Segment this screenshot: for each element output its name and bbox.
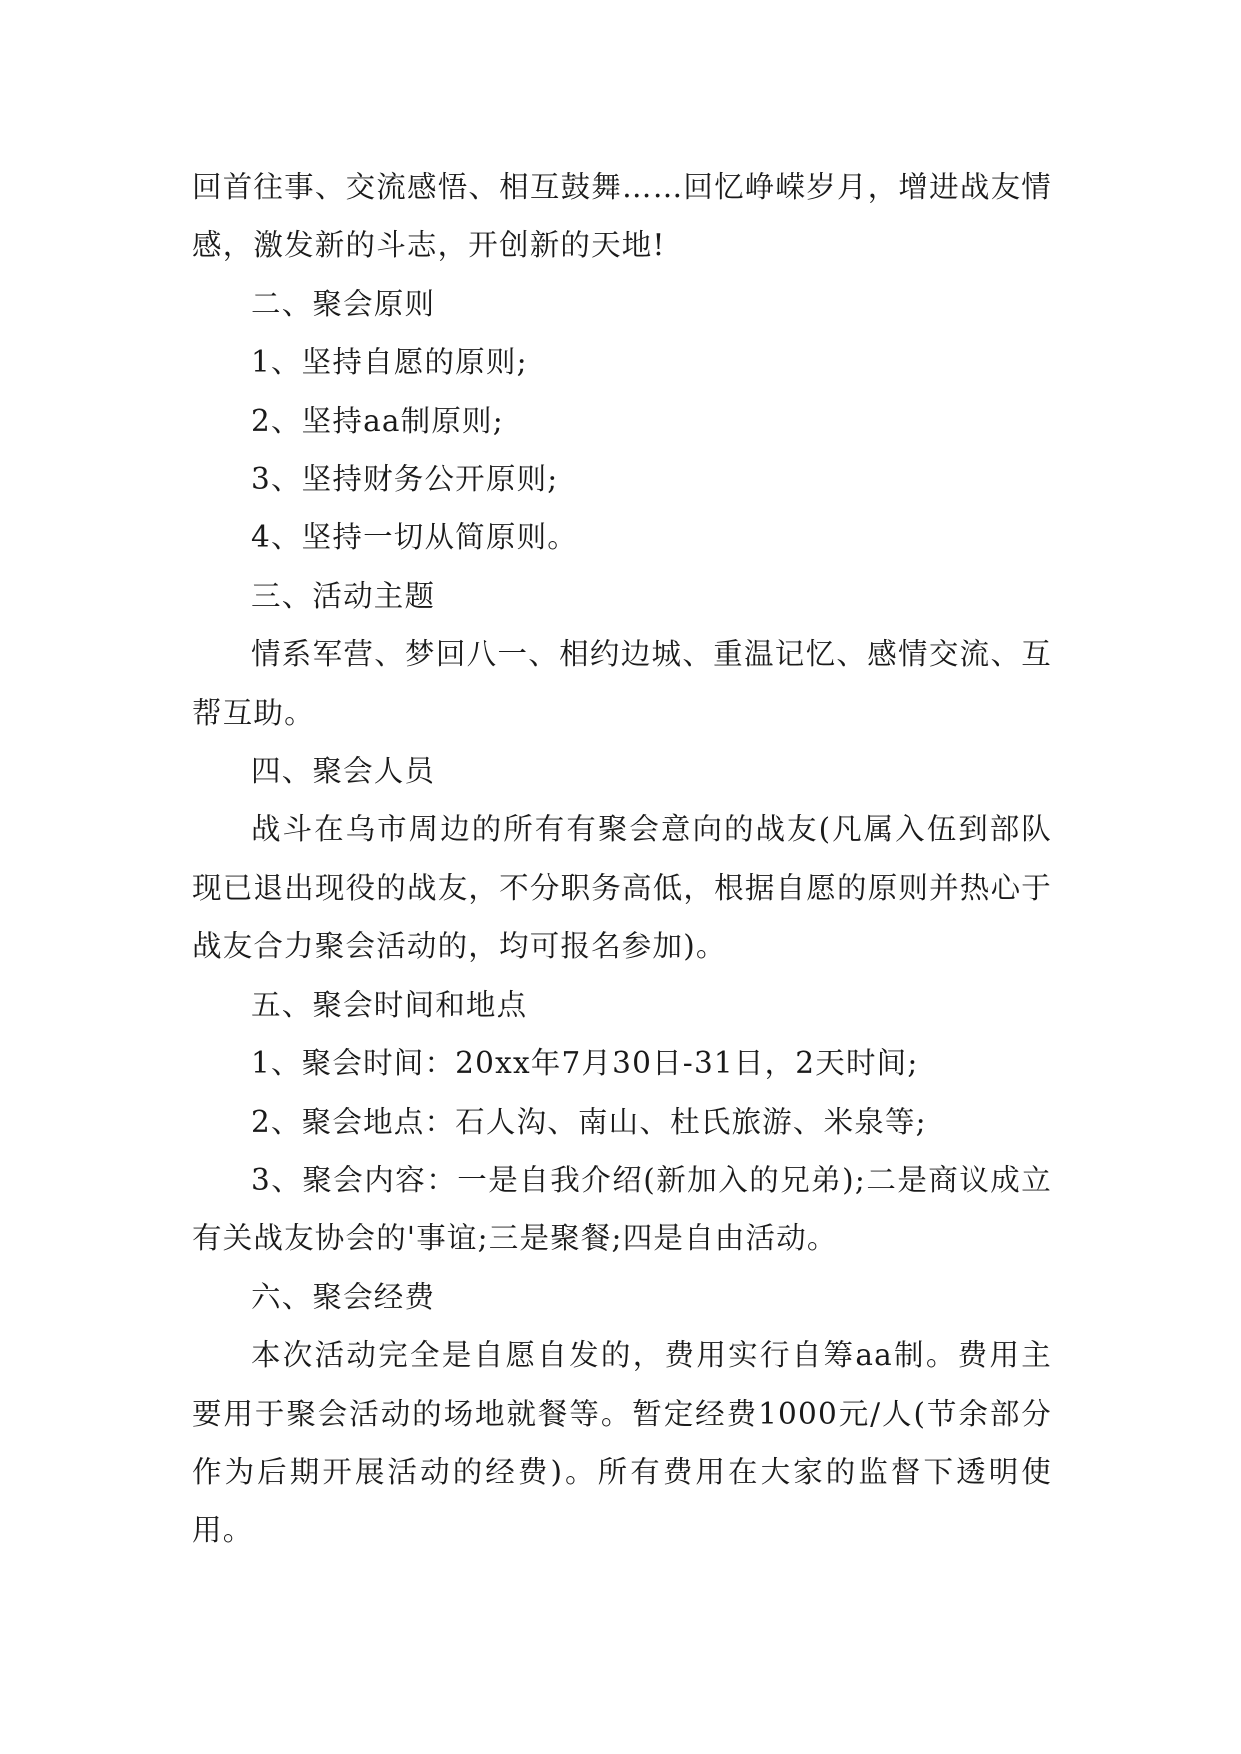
- attendees-paragraph: 战斗在乌市周边的所有有聚会意向的战友(凡属入伍到部队现已退出现役的战友，不分职务高低，根据自愿的原则并热心于战友合力聚会活动的，均可报名参加)。: [192, 812, 1052, 964]
- place-item: 2、聚会地点：石人沟、南山、杜氏旅游、米泉等;: [251, 1104, 927, 1139]
- content-item: 3、聚会内容：一是自我介绍(新加入的兄弟);二是商议成立有关战友协会的'事谊;三是聚餐;四是自由活动。: [192, 1162, 1052, 1256]
- section-heading-attendees: 四、聚会人员: [251, 754, 436, 789]
- principle-item-1: 1、坚持自愿的原则;: [251, 345, 528, 380]
- paragraph-intro-continuation: 回首往事、交流感悟、相互鼓舞……回忆峥嵘岁月，增进战友情感，激发新的斗志，开创新的天地!: [192, 170, 1052, 263]
- section-heading-time-place: 五、聚会时间和地点: [251, 987, 528, 1022]
- document-body: [192, 158, 1052, 1560]
- time-item: 1、聚会时间：20xx年7月30日-31日，2天时间;: [251, 1046, 919, 1081]
- funding-paragraph: 本次活动完全是自愿自发的，费用实行自筹aa制。费用主要用于聚会活动的场地就餐等。暂定经费1000元/人(节余部分作为后期开展活动的经费)。所有费用在大家的监督下透明使用。: [192, 1338, 1052, 1548]
- principle-item-2: 2、坚持aa制原则;: [251, 403, 504, 438]
- section-heading-funding: 六、聚会经费: [251, 1279, 436, 1314]
- theme-paragraph: 情系军营、梦回八一、相约边城、重温记忆、感情交流、互帮互助。: [192, 637, 1052, 730]
- principle-item-3: 3、坚持财务公开原则;: [251, 462, 559, 497]
- section-heading-principles: 二、聚会原则: [251, 286, 436, 321]
- section-heading-theme: 三、活动主题: [251, 578, 436, 613]
- principle-item-4: 4、坚持一切从简原则。: [251, 520, 578, 555]
